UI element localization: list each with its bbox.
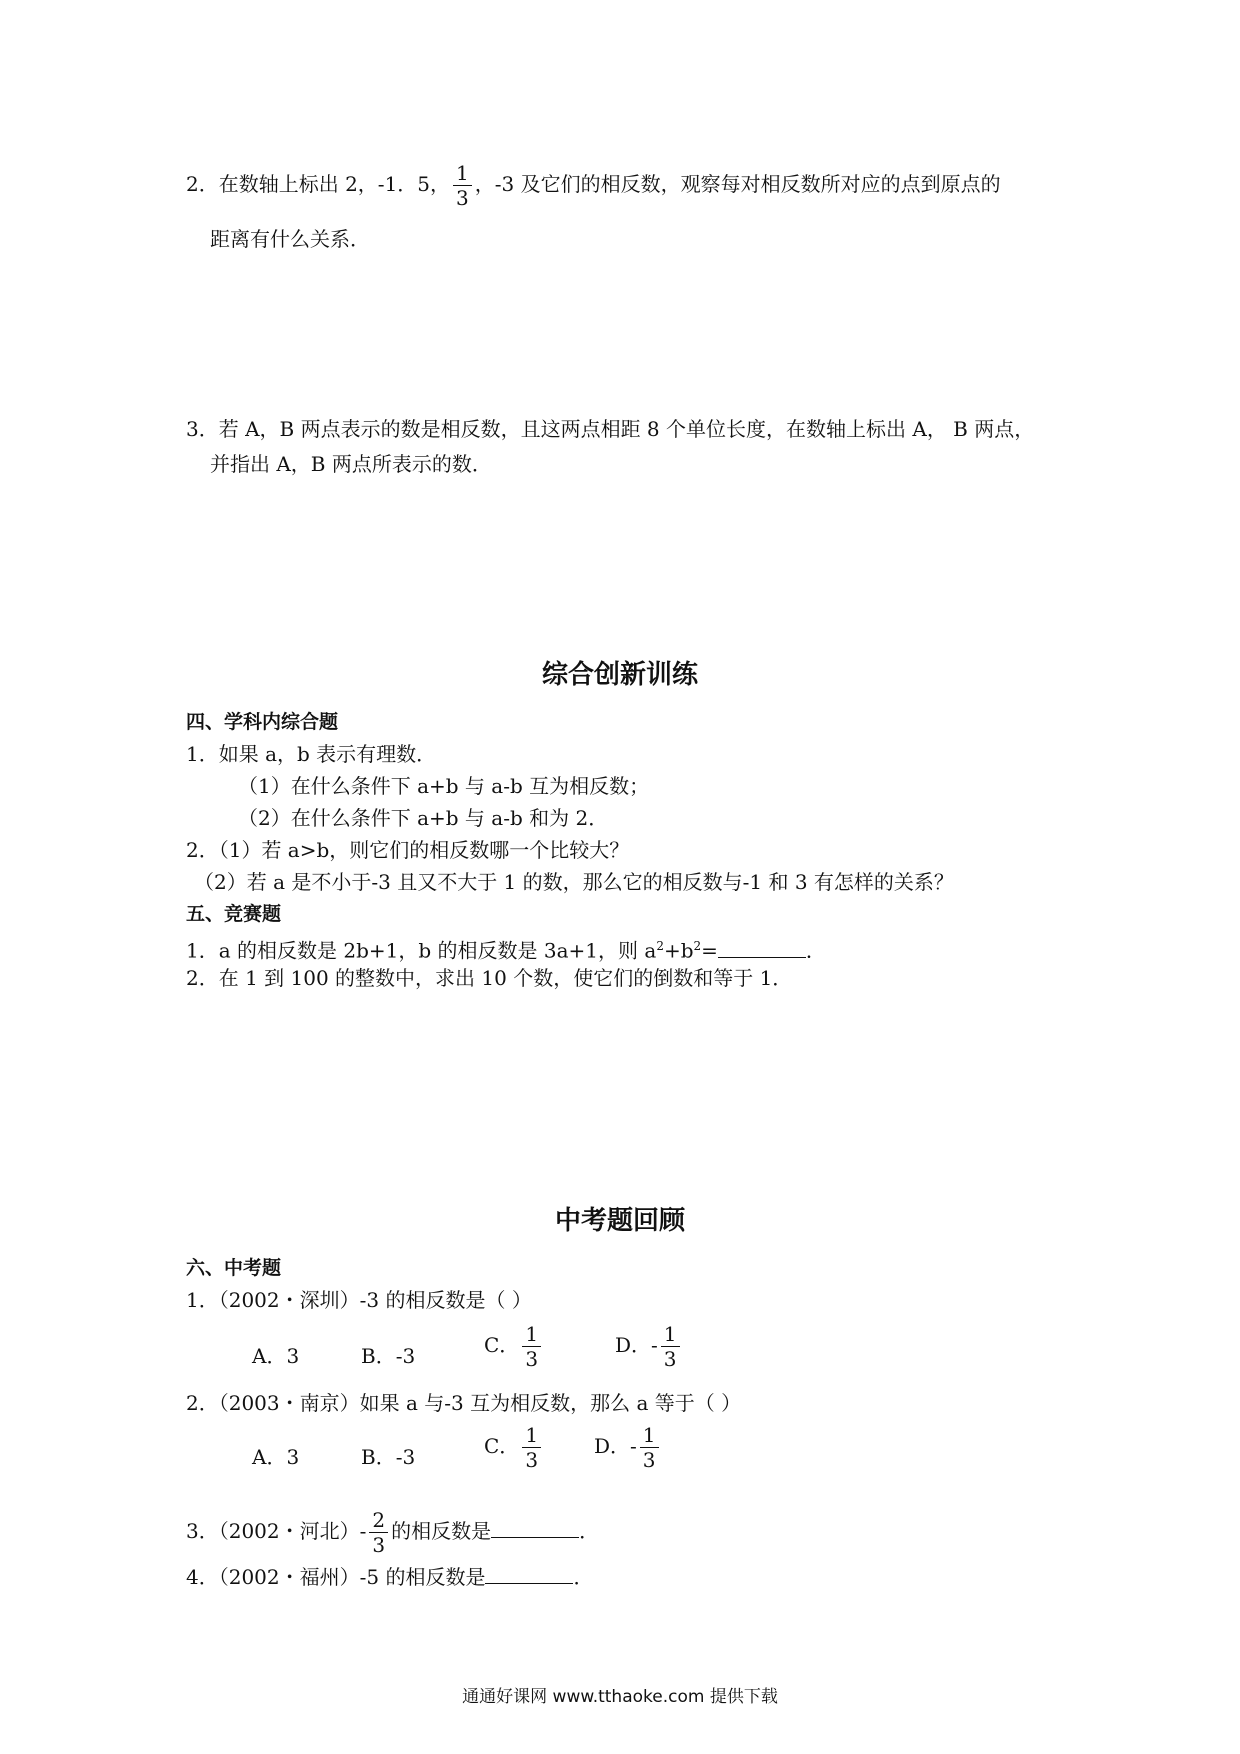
question-2-text-b: ，-3 及它们的相反数，观察每对相反数所对应的点到原点的 [474,172,1001,196]
fraction-numerator: 1 [522,1324,541,1347]
fraction-one-third [640,1425,659,1470]
fraction-numerator: 1 [522,1425,541,1448]
exam-question-4 [186,1562,593,1592]
question-2-line-2: 距离有什么关系． [210,227,370,251]
exam-question-3 [186,1510,599,1555]
option-label: C． [484,1333,520,1357]
answer-blank[interactable] [491,1519,579,1538]
option-label: C． [484,1434,520,1458]
fraction-denominator: 3 [456,186,469,210]
fraction-two-thirds [369,1510,388,1555]
fraction-denominator: 3 [663,1347,677,1371]
part-4-question-1: 1．如果 a，b 表示有理数． [186,742,437,766]
part-4-heading: 四、学科内综合题 [186,711,339,733]
exam-question-2: 2．（2003・南京）如果 a 与-3 互为相反数，那么 a 等于（ ） [186,1391,742,1415]
exam-q1-option-a[interactable]: A．3 [252,1344,300,1368]
answer-blank[interactable] [485,1565,573,1584]
exponent: 2 [693,939,702,953]
answer-blank[interactable] [718,939,806,958]
part-5-question-2: 2．在 1 到 100 的整数中，求出 10 个数，使它们的倒数和等于 1． [186,966,793,990]
fraction-one-third [522,1324,541,1369]
exam-q1-option-b[interactable]: B．-3 [361,1344,416,1368]
part-4-question-2-sub-2: （2）若 a 是不小于-3 且又不大于 1 的数，那么它的相反数与-1 和 3 有怎样的关系？ [194,870,954,894]
p5-q1-text-b: +b [663,938,694,963]
fraction-numerator: 1 [453,163,472,186]
fraction-one-third [522,1425,541,1470]
question-2-line-1 [186,163,1001,208]
exam-q1-option-d[interactable] [615,1324,683,1369]
fraction-numerator: 1 [661,1324,680,1347]
section-title-comprehensive: 综合创新训练 [541,660,698,690]
part-6-heading: 六、中考题 [186,1257,282,1279]
p5-q1-text-c: = [701,938,718,963]
question-3-line-1: 3．若 A，B 两点表示的数是相反数，且这两点相距 8 个单位长度，在数轴上标出 A， B 两点， [186,417,1035,441]
part-4-question-2-sub-1: 2．（1）若 a>b，则它们的相反数哪一个比较大？ [186,838,630,862]
exam-q2-option-b[interactable]: B．-3 [361,1445,416,1469]
part-5-question-1 [186,931,826,966]
fraction-denominator: 3 [642,1448,656,1472]
exam-q4-text: 4．（2002・福州）-5 的相反数是 [186,1565,486,1589]
part-5-heading: 五、竞赛题 [186,903,282,925]
exam-q2-option-d[interactable] [594,1425,662,1470]
part-4-question-1-sub-1: （1）在什么条件下 a+b 与 a-b 互为相反数； [238,774,650,798]
exam-q3-text-b: 的相反数是 [391,1519,492,1543]
exam-q3-text-a: 3．（2002・河北）- [186,1519,367,1543]
exam-q2-option-a[interactable]: A．3 [252,1445,300,1469]
fraction-numerator: 2 [369,1510,388,1533]
exponent: 2 [656,939,664,953]
exam-q2-option-c[interactable] [484,1425,544,1470]
part-4-question-1-sub-2: （2）在什么条件下 a+b 与 a-b 和为 2． [238,806,609,830]
question-2-text-a: 2．在数轴上标出 2，-1．5， [186,172,451,196]
p5-q1-text-a: 1．a 的相反数是 2b+1，b 的相反数是 3a+1，则 a [186,938,657,963]
exam-q3-end: ． [579,1519,600,1543]
exam-q1-option-c[interactable] [484,1324,544,1369]
fraction-denominator: 3 [525,1347,539,1371]
fraction-one-third [453,163,472,208]
p5-q1-end: ． [805,938,826,963]
option-label: D．- [594,1434,637,1458]
fraction-numerator: 1 [640,1425,659,1448]
section-title-exam-review: 中考题回顾 [554,1206,685,1236]
page-footer: 通通好课网 www.tthaoke.com 提供下载 [462,1687,778,1707]
exam-q4-end: ． [573,1565,594,1589]
question-3-line-2: 并指出 A，B 两点所表示的数． [210,452,492,476]
fraction-denominator: 3 [525,1448,539,1472]
fraction-one-third [661,1324,680,1369]
fraction-denominator: 3 [372,1533,386,1557]
option-label: D．- [615,1333,658,1357]
exam-question-1: 1．（2002・深圳）-3 的相反数是（ ） [186,1288,532,1312]
